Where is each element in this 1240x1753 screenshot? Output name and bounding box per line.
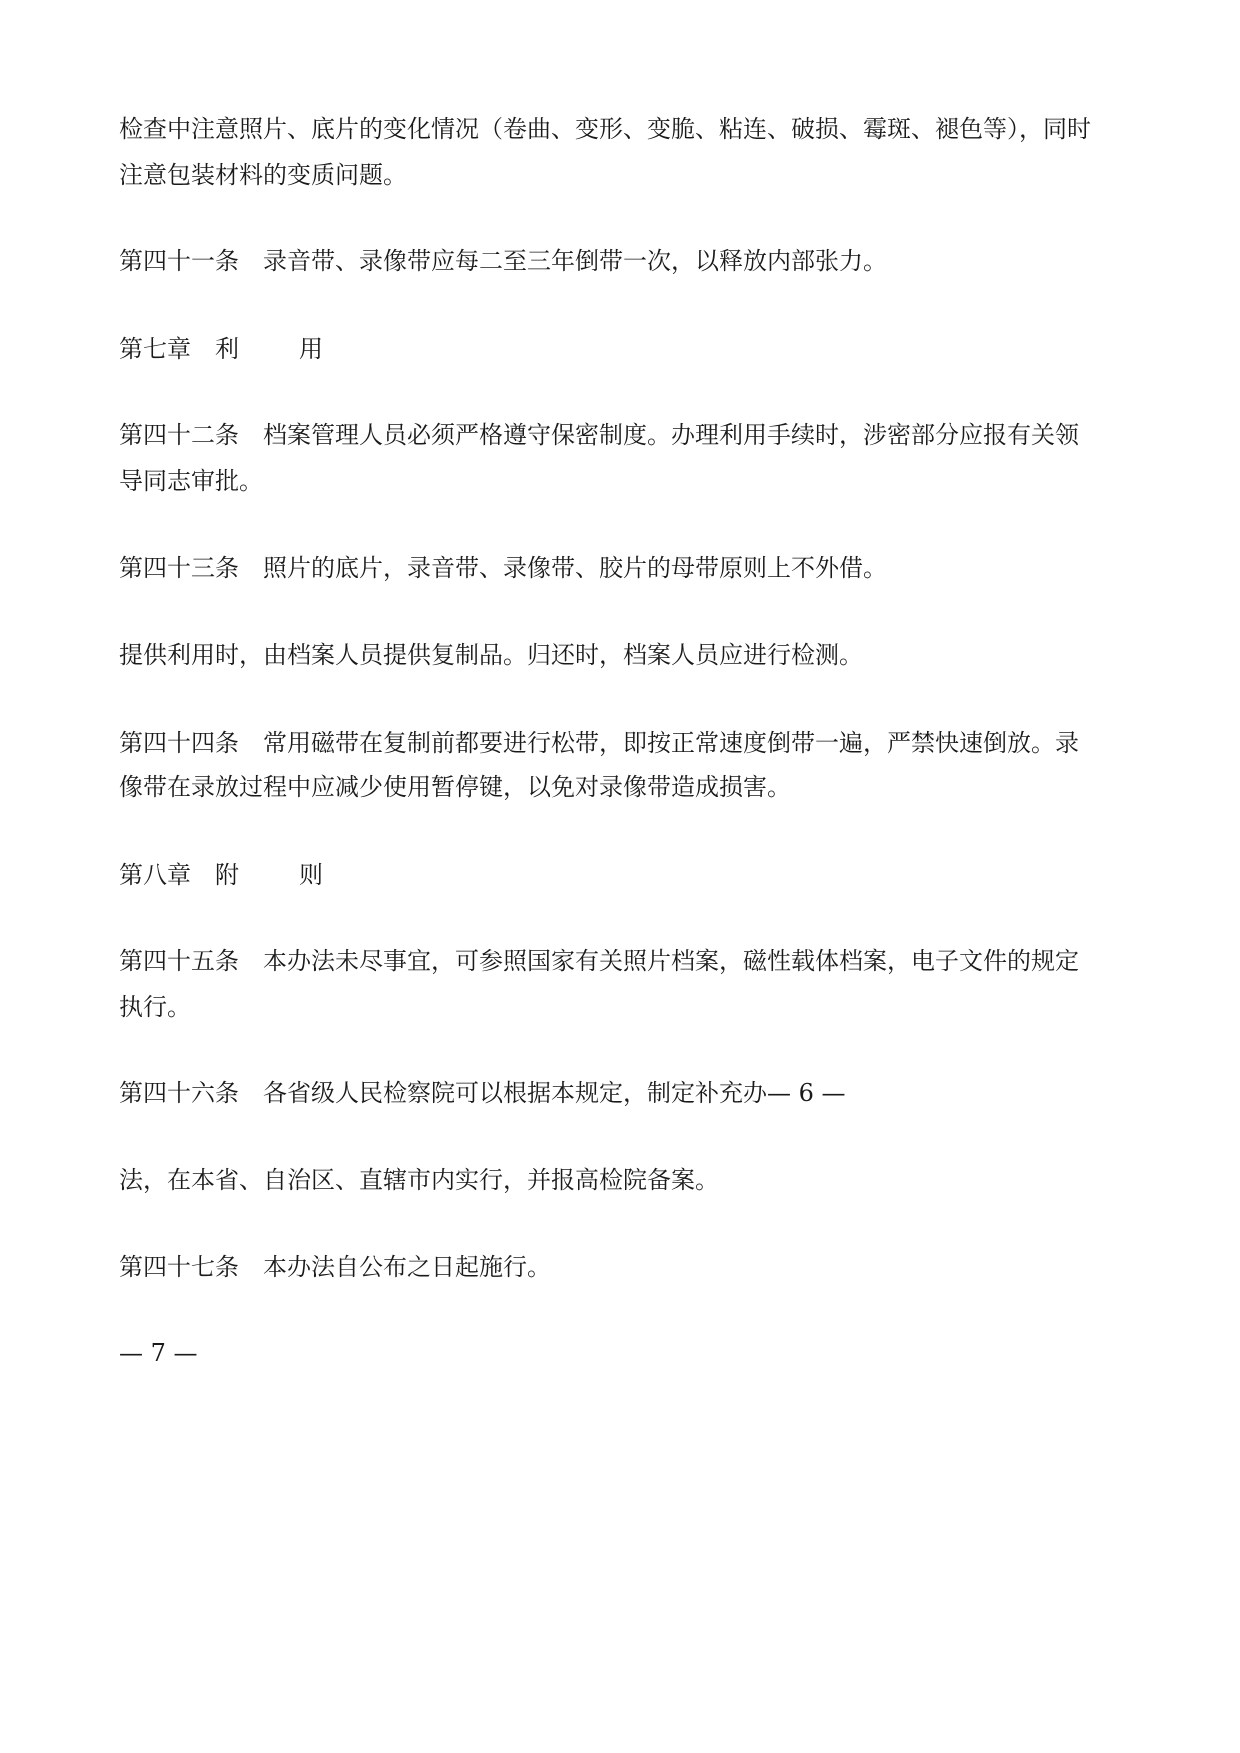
article-44 bbox=[119, 720, 1129, 766]
article-47-number: 第四十七条 bbox=[119, 1253, 239, 1281]
article-41-text: 录音带、录像带应每二至三年倒带一次，以释放内部张力。 bbox=[263, 247, 887, 275]
article-44-number: 第四十四条 bbox=[119, 729, 239, 757]
chapter-7-number: 第七章 bbox=[119, 335, 191, 363]
article-43 bbox=[119, 545, 1129, 591]
article-47 bbox=[119, 1244, 1129, 1290]
article-46-number: 第四十六条 bbox=[119, 1079, 239, 1107]
chapter-8-number: 第八章 bbox=[119, 861, 191, 889]
page-number: — 7 — bbox=[119, 1339, 198, 1367]
article-44-text-line-2: 像带在录放过程中应减少使用暂停键，以免对录像带造成损害。 bbox=[119, 773, 791, 801]
article-45-text-line-1: 本办法未尽事宜，可参照国家有关照片档案，磁性载体档案，电子文件的规定 bbox=[263, 947, 1079, 975]
chapter-8-title-b: 则 bbox=[299, 861, 323, 889]
article-46-text: 各省级人民检察院可以根据本规定，制定补充办— 6 — bbox=[263, 1079, 846, 1107]
paragraph-provide: 提供利用时，由档案人员提供复制品。归还时，档案人员应进行检测。 bbox=[119, 641, 863, 669]
article-42 bbox=[119, 412, 1129, 458]
chapter-7-heading bbox=[119, 326, 1129, 372]
article-43-text: 照片的底片，录音带、录像带、胶片的母带原则上不外借。 bbox=[263, 554, 887, 582]
article-42-text-line-2: 导同志审批。 bbox=[119, 467, 263, 495]
chapter-7-title-b: 用 bbox=[299, 335, 323, 363]
article-45-text-line-2: 执行。 bbox=[119, 993, 191, 1021]
chapter-7-title-a: 利 bbox=[215, 335, 239, 363]
article-45 bbox=[119, 938, 1129, 984]
paragraph-line-2: 注意包装材料的变质问题。 bbox=[119, 161, 407, 189]
paragraph-continue: 法，在本省、自治区、直辖市内实行，并报高检院备案。 bbox=[119, 1166, 719, 1194]
article-47-text: 本办法自公布之日起施行。 bbox=[263, 1253, 551, 1281]
article-41 bbox=[119, 238, 1129, 284]
article-44-text-line-1: 常用磁带在复制前都要进行松带，即按正常速度倒带一遍，严禁快速倒放。录 bbox=[263, 729, 1079, 757]
chapter-8-heading bbox=[119, 852, 1129, 898]
article-45-number: 第四十五条 bbox=[119, 947, 239, 975]
chapter-8-title-a: 附 bbox=[215, 861, 239, 889]
article-42-text-line-1: 档案管理人员必须严格遵守保密制度。办理利用手续时，涉密部分应报有关领 bbox=[263, 421, 1079, 449]
paragraph-line-1: 检查中注意照片、底片的变化情况（卷曲、变形、变脆、粘连、破损、霉斑、褪色等），同时 bbox=[119, 115, 1091, 143]
article-42-number: 第四十二条 bbox=[119, 421, 239, 449]
article-46 bbox=[119, 1070, 1129, 1116]
article-41-number: 第四十一条 bbox=[119, 247, 239, 275]
article-43-number: 第四十三条 bbox=[119, 554, 239, 582]
